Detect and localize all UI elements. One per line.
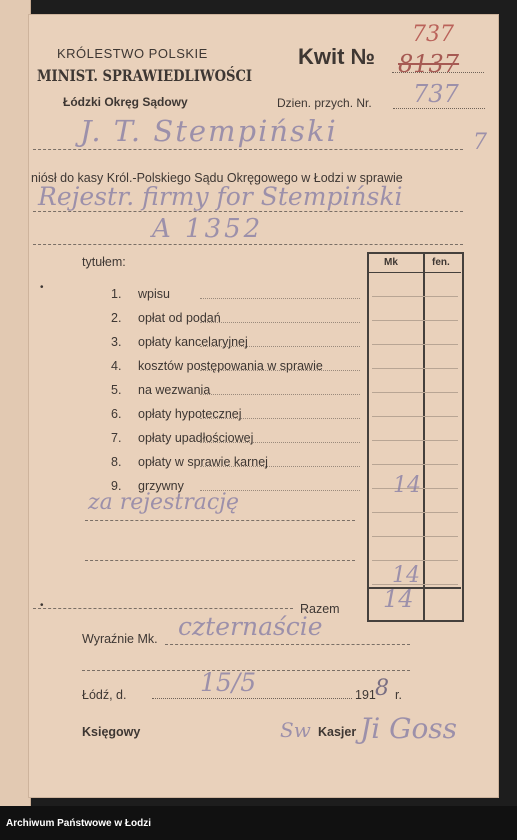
daily-number-line — [393, 108, 485, 109]
item-dots — [200, 370, 360, 371]
date-line — [152, 698, 352, 699]
extra-amount: 14 — [393, 473, 421, 498]
date-handwritten: 15/5 — [200, 668, 257, 697]
item-number: 8. — [111, 455, 122, 469]
year-digit-handwritten: 8 — [375, 676, 389, 701]
item-label: opłat od podań — [138, 311, 221, 325]
words-label: Wyraźnie Mk. — [82, 632, 158, 646]
accountant-signature: Sw — [280, 718, 311, 742]
item-dots — [200, 322, 360, 323]
amount-table-row-rule — [372, 344, 458, 345]
item-label: wpisu — [138, 287, 170, 301]
cashier-signature: Ji Goss — [360, 712, 458, 745]
item-number: 5. — [111, 383, 122, 397]
item-dots — [200, 346, 360, 347]
daily-number-handwritten: 737 — [413, 80, 459, 108]
column-header-fen: fen. — [432, 257, 450, 268]
amount-table-row-rule — [372, 512, 458, 513]
item-number: 3. — [111, 335, 122, 349]
margin-tick-2: • — [40, 600, 44, 611]
item-dots — [200, 394, 360, 395]
total-label: Razem — [300, 602, 340, 616]
item-number: 7. — [111, 431, 122, 445]
daily-number-label: Dzien. przych. Nr. — [277, 96, 372, 110]
archive-watermark: Archiwum Państwowe w Łodzi — [6, 818, 152, 829]
item-label: opłaty kancelaryjnej — [138, 335, 248, 349]
item-number: 6. — [111, 407, 122, 421]
extra-line-1 — [85, 520, 355, 521]
item-number: 2. — [111, 311, 122, 325]
amount-table-header-rule — [369, 272, 461, 273]
item-number: 1. — [111, 287, 122, 301]
amount-table-divider — [423, 252, 425, 620]
amount-table-row-rule — [372, 368, 458, 369]
item-dots — [200, 418, 360, 419]
title-label: tytułem: — [82, 255, 126, 269]
amount-table-row-rule — [372, 536, 458, 537]
payer-margin-mark: 7 — [473, 130, 487, 155]
payer-line — [33, 149, 463, 150]
amount-table-row-rule — [372, 464, 458, 465]
payer-name-handwritten: J. T. Stempiński — [80, 114, 338, 148]
amount-table-row-rule — [372, 560, 458, 561]
amount-table-row-rule — [372, 392, 458, 393]
receipt-number-crossed: 8137 — [398, 50, 460, 78]
case-line-2 — [33, 244, 463, 245]
item-number: 4. — [111, 359, 122, 373]
amount-table-row-rule — [372, 296, 458, 297]
year-prefix: 191 — [355, 688, 376, 702]
receipt-label: Kwit № — [298, 44, 376, 69]
underlying-sheet — [0, 0, 31, 806]
margin-tick-1: • — [40, 282, 44, 293]
words-line — [165, 644, 410, 645]
item-label: opłaty upadłościowej — [138, 431, 254, 445]
total-amount: 14 — [383, 585, 414, 613]
item-label: grzywny — [138, 479, 184, 493]
item-dots — [200, 442, 360, 443]
place-label: Łódź, d. — [82, 688, 127, 702]
deposit-statement: niósł do kasy Król.-Polskiego Sądu Okręgowego w Łodzi w sprawie — [31, 171, 403, 185]
item-label: opłaty w sprawie karnej — [138, 455, 268, 469]
amount-table-row-rule — [372, 320, 458, 321]
amount-table-row-rule — [372, 416, 458, 417]
item-dots — [200, 298, 360, 299]
item-number: 9. — [111, 479, 122, 493]
item-dots — [200, 466, 360, 467]
extra-handwritten: za rejestrację — [88, 490, 240, 515]
case-handwritten-1: Rejestr. firmy for Stempiński — [38, 182, 403, 211]
item-label: na wezwania — [138, 383, 211, 397]
column-header-mk: Mk — [384, 257, 398, 268]
total-line — [33, 608, 293, 609]
district-heading: Łódzki Okręg Sądowy — [63, 95, 188, 109]
accountant-label: Księgowy — [82, 725, 141, 739]
receipt-number-handwritten: 737 — [412, 22, 454, 47]
subtotal-amount: 14 — [392, 563, 420, 588]
item-label: kosztów postępowania w sprawie — [138, 359, 323, 373]
item-label: opłaty hypotecznej — [138, 407, 242, 421]
case-line-1 — [33, 211, 463, 212]
cashier-label: Kasjer — [318, 725, 357, 739]
amount-table-row-rule — [372, 440, 458, 441]
year-suffix: r. — [395, 688, 402, 702]
case-handwritten-2: A 1352 — [152, 214, 264, 244]
extra-line-2 — [85, 560, 355, 561]
words-handwritten: czternaście — [178, 612, 323, 641]
kingdom-heading: KRÓLESTWO POLSKIE — [57, 46, 208, 61]
ministry-heading: MINIST. SPRAWIEDLIWOŚCI — [37, 66, 253, 85]
